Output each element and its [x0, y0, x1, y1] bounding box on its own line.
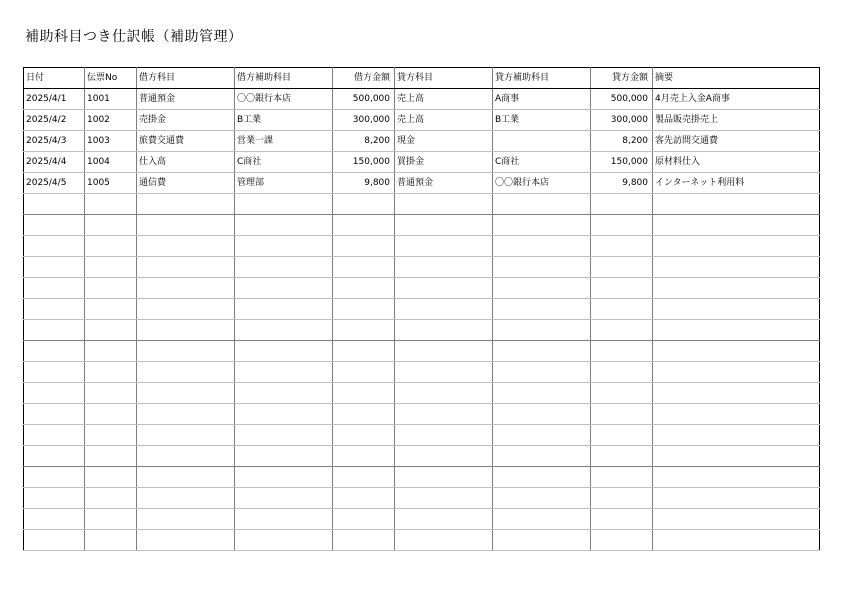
cell-description — [653, 320, 820, 341]
table-row — [24, 110, 820, 131]
cell-credit-sub-account — [493, 320, 591, 341]
header-credit-amount: 貸方金額 — [591, 68, 653, 89]
cell-debit-amount — [333, 383, 395, 404]
cell-debit-account — [137, 425, 235, 446]
cell-description: インターネット利用料 — [653, 173, 820, 194]
cell-date — [24, 362, 85, 383]
empty-table-row — [24, 488, 820, 509]
cell-debit-sub-account — [235, 530, 333, 551]
cell-description: 原材料仕入 — [653, 152, 820, 173]
cell-debit-sub-account: 〇〇銀行本店 — [235, 89, 333, 110]
cell-debit-sub-account — [235, 362, 333, 383]
cell-voucher-no: 1002 — [85, 110, 137, 131]
cell-description — [653, 488, 820, 509]
cell-debit-amount — [333, 278, 395, 299]
cell-debit-sub-account — [235, 341, 333, 362]
cell-debit-sub-account — [235, 425, 333, 446]
cell-credit-account — [395, 509, 493, 530]
cell-credit-account — [395, 404, 493, 425]
empty-table-row — [24, 446, 820, 467]
cell-description — [653, 404, 820, 425]
cell-debit-account — [137, 215, 235, 236]
cell-voucher-no — [85, 194, 137, 215]
cell-debit-account — [137, 278, 235, 299]
cell-credit-account — [395, 320, 493, 341]
cell-credit-account — [395, 488, 493, 509]
cell-debit-account — [137, 236, 235, 257]
cell-date: 2025/4/2 — [24, 110, 85, 131]
empty-table-row — [24, 215, 820, 236]
cell-debit-account: 普通預金 — [137, 89, 235, 110]
cell-date — [24, 257, 85, 278]
header-debit-sub-account: 借方補助科目 — [235, 68, 333, 89]
cell-debit-amount — [333, 194, 395, 215]
cell-credit-amount — [591, 446, 653, 467]
cell-debit-amount — [333, 215, 395, 236]
cell-debit-amount — [333, 488, 395, 509]
cell-debit-sub-account — [235, 278, 333, 299]
cell-credit-account — [395, 236, 493, 257]
cell-debit-account — [137, 446, 235, 467]
cell-debit-account — [137, 509, 235, 530]
empty-table-row — [24, 530, 820, 551]
cell-credit-amount — [591, 383, 653, 404]
cell-debit-account — [137, 530, 235, 551]
cell-debit-sub-account — [235, 236, 333, 257]
cell-description — [653, 509, 820, 530]
cell-credit-account — [395, 446, 493, 467]
empty-table-row — [24, 341, 820, 362]
empty-table-row — [24, 467, 820, 488]
cell-debit-amount — [333, 341, 395, 362]
cell-voucher-no — [85, 509, 137, 530]
cell-debit-account — [137, 383, 235, 404]
empty-table-row — [24, 257, 820, 278]
cell-debit-account: 通信費 — [137, 173, 235, 194]
empty-table-row — [24, 236, 820, 257]
cell-credit-account — [395, 257, 493, 278]
cell-debit-account — [137, 467, 235, 488]
cell-date — [24, 488, 85, 509]
cell-debit-amount: 300,000 — [333, 110, 395, 131]
cell-description — [653, 257, 820, 278]
header-row — [24, 68, 820, 89]
empty-table-row — [24, 362, 820, 383]
cell-credit-account — [395, 299, 493, 320]
cell-voucher-no — [85, 425, 137, 446]
cell-credit-amount — [591, 509, 653, 530]
cell-debit-account: 仕入高 — [137, 152, 235, 173]
cell-credit-sub-account — [493, 341, 591, 362]
cell-voucher-no — [85, 299, 137, 320]
cell-credit-account: 現金 — [395, 131, 493, 152]
cell-description: 製品販売掛売上 — [653, 110, 820, 131]
cell-date — [24, 425, 85, 446]
cell-debit-sub-account: 営業一課 — [235, 131, 333, 152]
cell-credit-sub-account — [493, 509, 591, 530]
page-title: 補助科目つき仕訳帳（補助管理） — [25, 29, 243, 45]
cell-debit-sub-account — [235, 299, 333, 320]
empty-table-row — [24, 404, 820, 425]
cell-credit-sub-account — [493, 446, 591, 467]
cell-credit-amount — [591, 194, 653, 215]
cell-description — [653, 467, 820, 488]
cell-credit-amount: 9,800 — [591, 173, 653, 194]
cell-voucher-no — [85, 362, 137, 383]
cell-credit-account — [395, 530, 493, 551]
cell-debit-amount — [333, 236, 395, 257]
header-debit-amount: 借方金額 — [333, 68, 395, 89]
cell-debit-account — [137, 299, 235, 320]
cell-voucher-no — [85, 446, 137, 467]
cell-credit-amount: 150,000 — [591, 152, 653, 173]
cell-debit-account: 旅費交通費 — [137, 131, 235, 152]
header-date: 日付 — [24, 68, 85, 89]
cell-credit-amount — [591, 257, 653, 278]
cell-credit-sub-account: A商事 — [493, 89, 591, 110]
cell-voucher-no: 1004 — [85, 152, 137, 173]
cell-debit-sub-account — [235, 446, 333, 467]
cell-description — [653, 194, 820, 215]
cell-debit-amount — [333, 362, 395, 383]
cell-credit-sub-account — [493, 194, 591, 215]
cell-debit-account — [137, 488, 235, 509]
cell-description — [653, 299, 820, 320]
cell-voucher-no — [85, 383, 137, 404]
cell-credit-sub-account — [493, 131, 591, 152]
cell-debit-sub-account — [235, 215, 333, 236]
cell-credit-account — [395, 194, 493, 215]
empty-table-row — [24, 509, 820, 530]
cell-voucher-no — [85, 278, 137, 299]
cell-credit-account — [395, 467, 493, 488]
cell-date — [24, 320, 85, 341]
empty-table-row — [24, 194, 820, 215]
cell-date — [24, 299, 85, 320]
cell-date — [24, 341, 85, 362]
cell-credit-account: 買掛金 — [395, 152, 493, 173]
cell-voucher-no — [85, 488, 137, 509]
cell-debit-account — [137, 362, 235, 383]
cell-voucher-no — [85, 236, 137, 257]
cell-debit-account — [137, 194, 235, 215]
empty-table-row — [24, 320, 820, 341]
cell-voucher-no — [85, 404, 137, 425]
cell-voucher-no — [85, 257, 137, 278]
cell-credit-sub-account — [493, 236, 591, 257]
cell-debit-amount — [333, 509, 395, 530]
table-row — [24, 152, 820, 173]
cell-credit-account — [395, 425, 493, 446]
cell-credit-sub-account — [493, 299, 591, 320]
cell-credit-sub-account — [493, 278, 591, 299]
cell-debit-account — [137, 320, 235, 341]
cell-debit-amount — [333, 257, 395, 278]
cell-description — [653, 446, 820, 467]
empty-table-row — [24, 278, 820, 299]
cell-date — [24, 467, 85, 488]
cell-debit-amount — [333, 320, 395, 341]
cell-credit-amount — [591, 215, 653, 236]
cell-description — [653, 278, 820, 299]
cell-description — [653, 236, 820, 257]
empty-table-row — [24, 299, 820, 320]
cell-voucher-no — [85, 467, 137, 488]
cell-credit-account — [395, 278, 493, 299]
cell-credit-account — [395, 362, 493, 383]
cell-credit-amount — [591, 362, 653, 383]
table-row — [24, 89, 820, 110]
cell-debit-amount — [333, 425, 395, 446]
cell-date: 2025/4/1 — [24, 89, 85, 110]
cell-date: 2025/4/3 — [24, 131, 85, 152]
cell-voucher-no — [85, 341, 137, 362]
cell-credit-sub-account — [493, 383, 591, 404]
cell-date: 2025/4/5 — [24, 173, 85, 194]
cell-date — [24, 194, 85, 215]
header-credit-sub-account: 貸方補助科目 — [493, 68, 591, 89]
header-credit-account: 貸方科目 — [395, 68, 493, 89]
cell-debit-sub-account — [235, 509, 333, 530]
cell-credit-sub-account: C商社 — [493, 152, 591, 173]
header-description: 摘要 — [653, 68, 820, 89]
cell-date — [24, 446, 85, 467]
cell-debit-account — [137, 341, 235, 362]
cell-debit-amount: 150,000 — [333, 152, 395, 173]
cell-credit-amount — [591, 341, 653, 362]
cell-credit-account: 売上高 — [395, 89, 493, 110]
header-debit-account: 借方科目 — [137, 68, 235, 89]
cell-credit-amount — [591, 530, 653, 551]
cell-debit-sub-account — [235, 488, 333, 509]
cell-voucher-no: 1005 — [85, 173, 137, 194]
cell-debit-account — [137, 257, 235, 278]
header-voucher-no: 伝票No — [85, 68, 137, 89]
cell-debit-sub-account — [235, 194, 333, 215]
cell-date: 2025/4/4 — [24, 152, 85, 173]
table-row — [24, 173, 820, 194]
cell-debit-sub-account — [235, 320, 333, 341]
cell-date — [24, 509, 85, 530]
cell-description — [653, 362, 820, 383]
cell-debit-amount — [333, 446, 395, 467]
cell-credit-sub-account — [493, 530, 591, 551]
cell-credit-amount: 8,200 — [591, 131, 653, 152]
cell-credit-amount — [591, 404, 653, 425]
cell-credit-sub-account — [493, 425, 591, 446]
cell-voucher-no — [85, 530, 137, 551]
cell-debit-sub-account — [235, 467, 333, 488]
cell-description — [653, 341, 820, 362]
cell-debit-sub-account: 管理部 — [235, 173, 333, 194]
cell-debit-sub-account — [235, 404, 333, 425]
cell-debit-amount — [333, 467, 395, 488]
cell-credit-account — [395, 341, 493, 362]
cell-voucher-no — [85, 320, 137, 341]
cell-description: 客先訪問交通費 — [653, 131, 820, 152]
cell-credit-sub-account: B工業 — [493, 110, 591, 131]
cell-debit-account — [137, 404, 235, 425]
cell-description — [653, 425, 820, 446]
cell-debit-sub-account: C商社 — [235, 152, 333, 173]
cell-voucher-no — [85, 215, 137, 236]
journal-table — [23, 67, 820, 551]
cell-credit-sub-account — [493, 362, 591, 383]
cell-debit-amount — [333, 530, 395, 551]
cell-credit-amount — [591, 425, 653, 446]
cell-debit-account: 売掛金 — [137, 110, 235, 131]
cell-date — [24, 383, 85, 404]
cell-credit-amount — [591, 320, 653, 341]
cell-debit-sub-account: B工業 — [235, 110, 333, 131]
cell-credit-account — [395, 215, 493, 236]
cell-credit-amount — [591, 278, 653, 299]
cell-debit-amount: 9,800 — [333, 173, 395, 194]
cell-description: 4月売上入金A商事 — [653, 89, 820, 110]
cell-date — [24, 530, 85, 551]
empty-table-row — [24, 425, 820, 446]
cell-credit-amount: 300,000 — [591, 110, 653, 131]
cell-credit-sub-account: 〇〇銀行本店 — [493, 173, 591, 194]
table-row — [24, 131, 820, 152]
cell-date — [24, 278, 85, 299]
cell-credit-amount — [591, 488, 653, 509]
cell-description — [653, 530, 820, 551]
cell-description — [653, 383, 820, 404]
empty-table-row — [24, 383, 820, 404]
cell-credit-amount — [591, 236, 653, 257]
cell-date — [24, 236, 85, 257]
cell-description — [653, 215, 820, 236]
cell-credit-account: 普通預金 — [395, 173, 493, 194]
cell-voucher-no: 1001 — [85, 89, 137, 110]
cell-debit-sub-account — [235, 383, 333, 404]
cell-credit-amount — [591, 467, 653, 488]
cell-date — [24, 215, 85, 236]
cell-credit-amount — [591, 299, 653, 320]
cell-credit-sub-account — [493, 404, 591, 425]
cell-credit-account: 売上高 — [395, 110, 493, 131]
cell-debit-amount: 8,200 — [333, 131, 395, 152]
cell-credit-amount: 500,000 — [591, 89, 653, 110]
cell-debit-amount: 500,000 — [333, 89, 395, 110]
cell-voucher-no: 1003 — [85, 131, 137, 152]
cell-date — [24, 404, 85, 425]
cell-credit-sub-account — [493, 257, 591, 278]
cell-credit-sub-account — [493, 488, 591, 509]
cell-credit-sub-account — [493, 467, 591, 488]
cell-debit-amount — [333, 299, 395, 320]
cell-debit-sub-account — [235, 257, 333, 278]
cell-credit-sub-account — [493, 215, 591, 236]
cell-debit-amount — [333, 404, 395, 425]
cell-credit-account — [395, 383, 493, 404]
